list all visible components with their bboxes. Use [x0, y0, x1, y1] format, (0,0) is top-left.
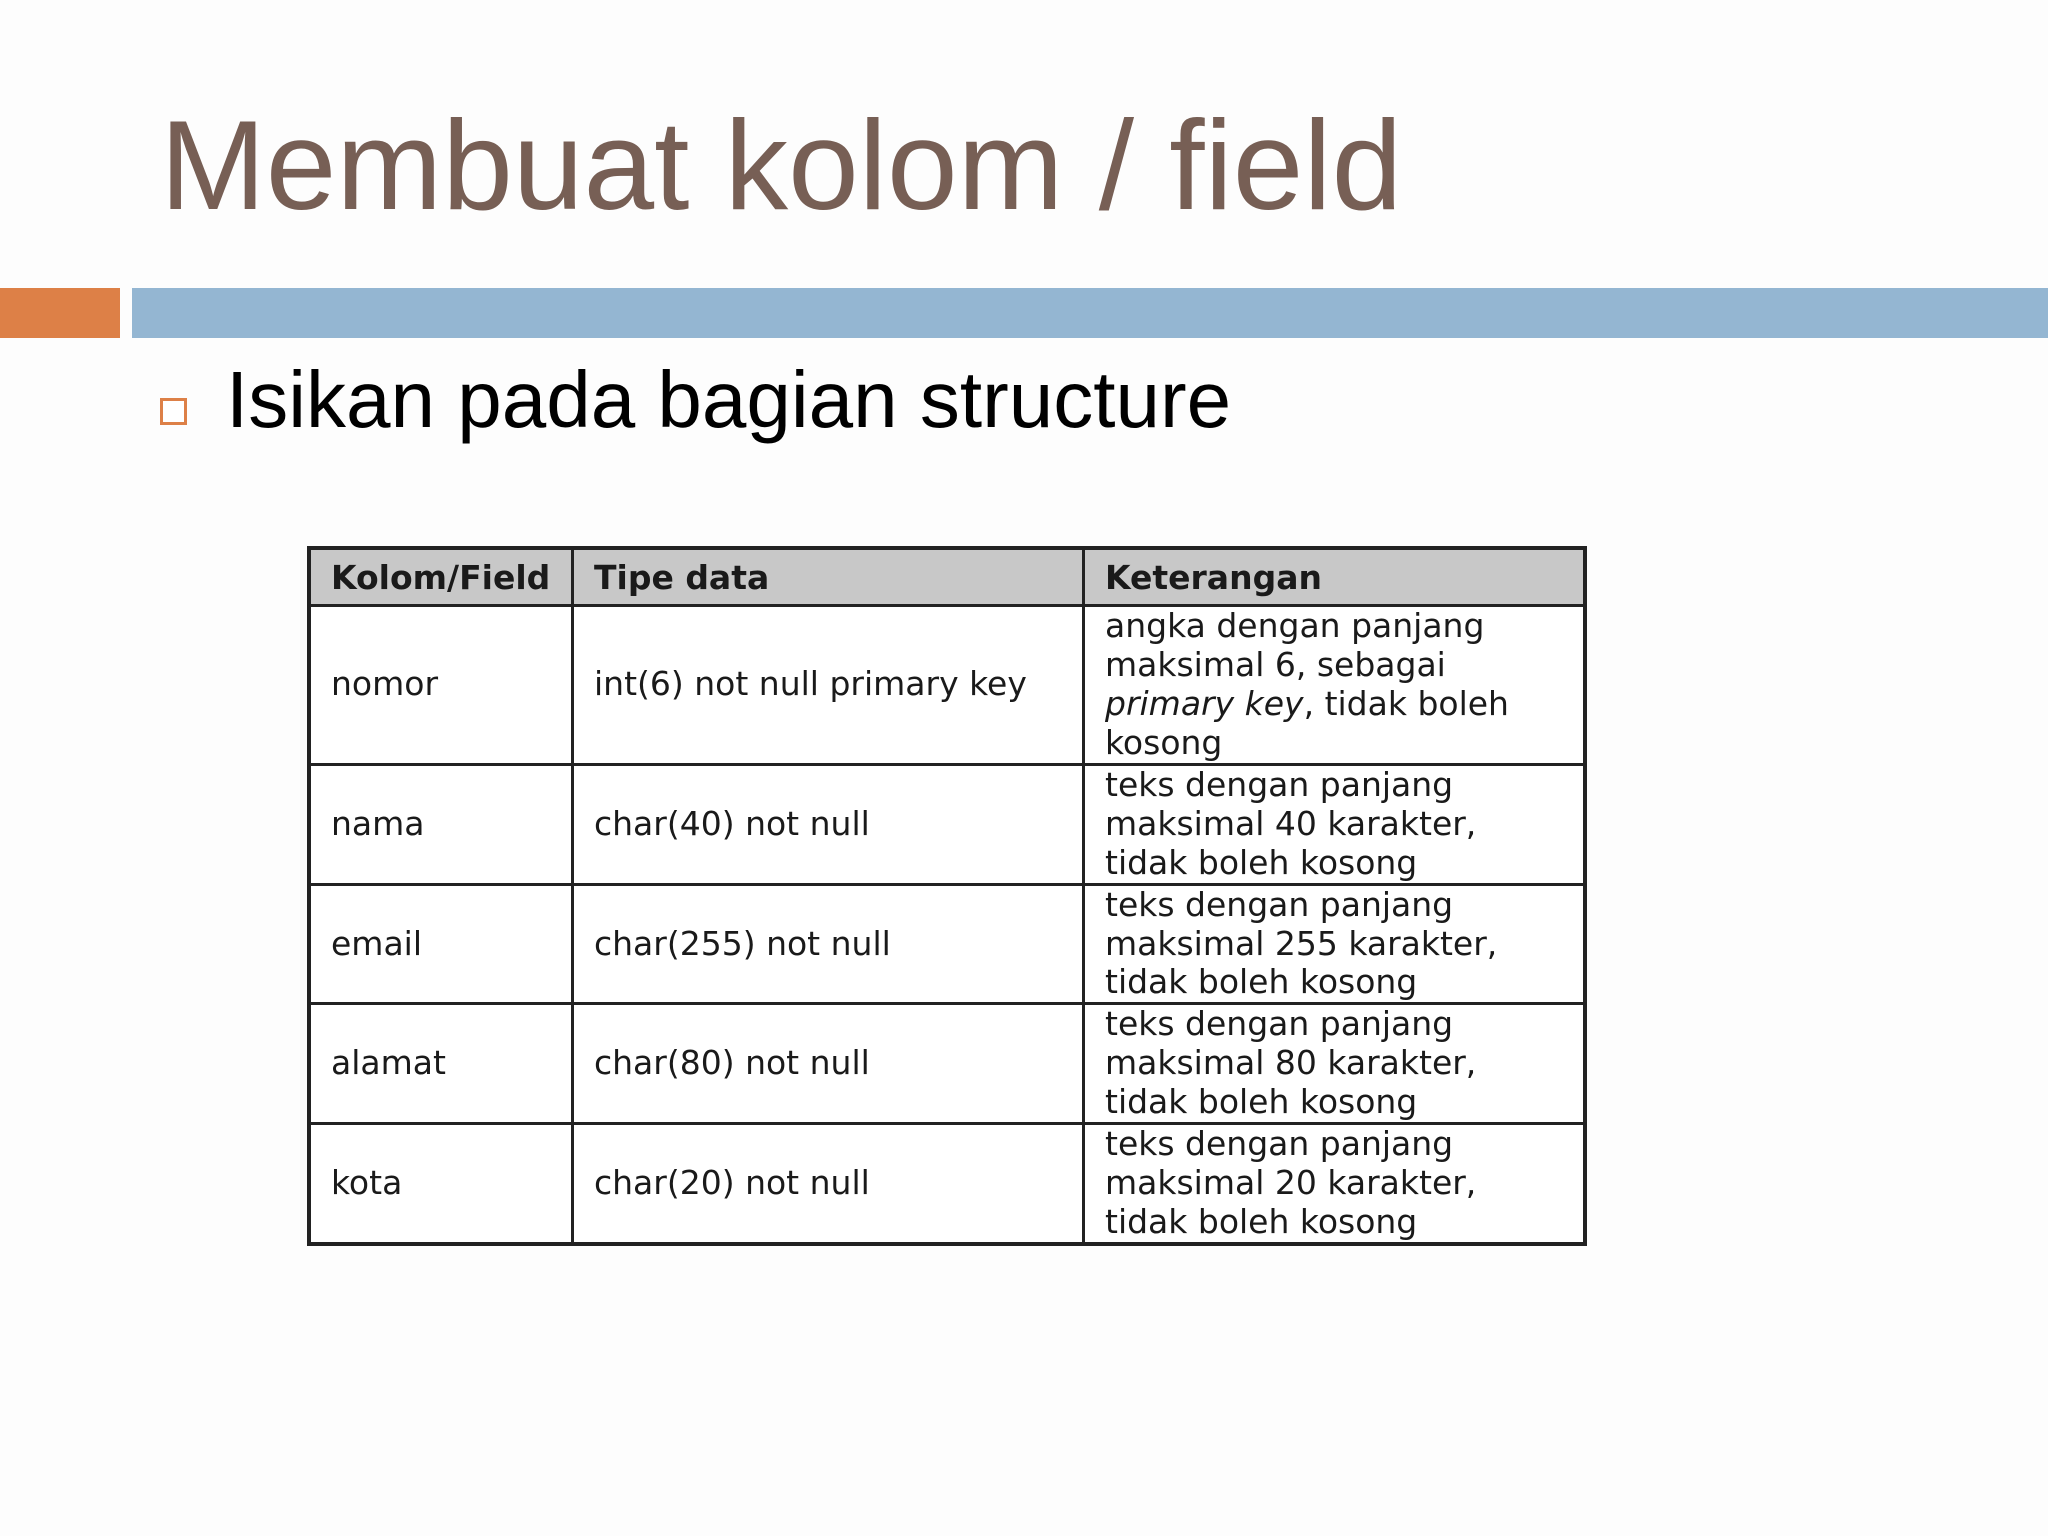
cell-type: char(40) not null [573, 764, 1084, 884]
header-kolom-field: Kolom/Field [309, 548, 573, 606]
cell-field: email [309, 884, 573, 1004]
bullet-item [160, 356, 1231, 444]
cell-field: nomor [309, 606, 573, 765]
table-row [309, 764, 1585, 884]
cell-type: char(255) not null [573, 884, 1084, 1004]
cell-desc-italic: primary key [1105, 683, 1304, 723]
cell-desc: teks dengan panjang maksimal 20 karakter, tidak boleh kosong [1084, 1124, 1586, 1244]
header-keterangan: Keterangan [1084, 548, 1586, 606]
cell-desc-text-end: , tidak boleh kosong [1105, 683, 1509, 762]
cell-field: kota [309, 1124, 573, 1244]
structure-table [307, 546, 1587, 1246]
table-row [309, 1124, 1585, 1244]
cell-field: alamat [309, 1004, 573, 1124]
cell-desc: teks dengan panjang maksimal 255 karakter, tidak boleh kosong [1084, 884, 1586, 1004]
accent-bar-orange [0, 288, 120, 338]
cell-type: char(20) not null [573, 1124, 1084, 1244]
table-row [309, 606, 1585, 765]
cell-desc: teks dengan panjang maksimal 80 karakter, tidak boleh kosong [1084, 1004, 1586, 1124]
accent-bar-blue [132, 288, 2048, 338]
slide-title: Membuat kolom / field [160, 94, 1403, 236]
cell-type: char(80) not null [573, 1004, 1084, 1124]
header-tipe-data: Tipe data [573, 548, 1084, 606]
table-header-row [309, 548, 1585, 606]
table-row [309, 884, 1585, 1004]
cell-type: int(6) not null primary key [573, 606, 1084, 765]
bullet-text: Isikan pada bagian structure [226, 355, 1232, 444]
square-bullet-icon [160, 398, 187, 425]
cell-desc: teks dengan panjang maksimal 40 karakter, tidak boleh kosong [1084, 764, 1586, 884]
cell-desc-text: angka dengan panjang maksimal 6, sebagai [1105, 606, 1485, 684]
table-row [309, 1004, 1585, 1124]
cell-field: nama [309, 764, 573, 884]
cell-desc [1084, 606, 1586, 765]
